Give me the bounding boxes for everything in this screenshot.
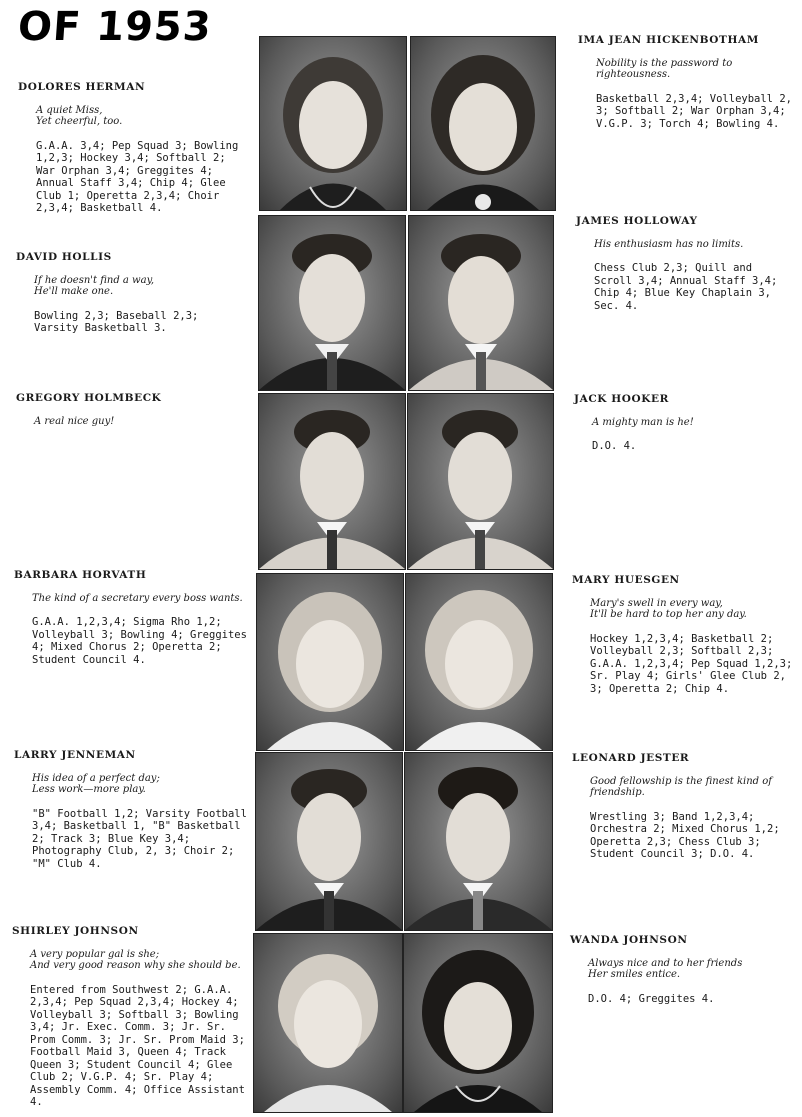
entry-larry-jenneman — [14, 749, 250, 870]
student-quote: A very popular gal is she; And very good reason why she should be. — [30, 948, 241, 971]
student-name: MARY HUESGEN — [572, 574, 680, 586]
student-name: WANDA JOHNSON — [570, 934, 688, 946]
portrait-photo — [408, 215, 554, 391]
student-quote: A quiet Miss, Yet cheerful, too. — [36, 104, 123, 127]
portrait-photo — [258, 393, 406, 570]
student-quote: Nobility is the password to righteousness. — [596, 57, 733, 80]
student-name: LEONARD JESTER — [572, 752, 690, 764]
entry-gregory-holmbeck — [16, 392, 248, 439]
student-activities: "B" Football 1,2; Varsity Football 3,4; Basketball 1, "B" Basketball 2; Track 3; Blue Key 3,4; Photography Club, 2, 3; Choir 2; "M" Club 4. — [32, 807, 247, 870]
portrait-photo — [410, 36, 556, 211]
entry-ima-jean-hickenbotham — [578, 34, 796, 130]
entry-david-hollis — [16, 251, 248, 335]
male-portrait-icon — [409, 216, 553, 390]
entry-barbara-horvath — [14, 569, 250, 666]
female-portrait-icon — [254, 934, 402, 1112]
student-activities: Basketball 2,3,4; Volleyball 2, 3; Softball 2; War Orphan 3,4; V.G.P. 3; Torch 4; Bowling 4. — [596, 92, 792, 130]
student-activities: G.A.A. 1,2,3,4; Sigma Rho 1,2; Volleyball 3; Bowling 4; Greggites 4; Mixed Chorus 2; Operetta 2; Student Council 4. — [32, 616, 247, 666]
entry-mary-huesgen — [572, 574, 794, 695]
student-quote: His idea of a perfect day; Less work—more play. — [32, 772, 160, 795]
male-portrait-icon — [256, 753, 402, 930]
female-portrait-icon — [260, 37, 406, 210]
student-quote: The kind of a secretary every boss wants. — [32, 592, 243, 604]
student-quote: If he doesn't find a way, He'll make one. — [34, 274, 155, 297]
student-quote: His enthusiasm has no limits. — [594, 238, 744, 250]
student-quote: A mighty man is he! — [592, 416, 694, 428]
entry-leonard-jester — [572, 752, 794, 861]
student-quote: A real nice guy! — [34, 415, 115, 427]
student-activities: Chess Club 2,3; Quill and Scroll 3,4; Annual Staff 3,4; Chip 4; Blue Key Chaplain 3, Sec. 4. — [594, 262, 778, 312]
portrait-photo — [259, 36, 407, 211]
student-name: GREGORY HOLMBECK — [16, 392, 162, 404]
portrait-photo — [258, 215, 406, 391]
portrait-photo — [404, 752, 553, 931]
student-activities: G.A.A. 3,4; Pep Squad 3; Bowling 1,2,3; Hockey 3,4; Softball 2; War Orphan 3,4; Greggites 4; Annual Staff 3,4; Chip 4; Glee Club 1; Operetta 2,3,4; Choir 2,3,4; Basketball 4. — [36, 139, 239, 214]
student-activities: D.O. 4. — [592, 440, 637, 452]
student-name: JAMES HOLLOWAY — [576, 215, 698, 227]
portrait-photo — [253, 933, 403, 1113]
student-name: JACK HOOKER — [574, 393, 669, 405]
portrait-photo — [403, 933, 553, 1113]
male-portrait-icon — [259, 216, 405, 390]
student-activities: D.O. 4; Greggites 4. — [588, 992, 715, 1005]
student-activities: Hockey 1,2,3,4; Basketball 2; Volleyball 2,3; Softball 2,3; G.A.A. 1,2,3,4; Pep Squad 1,2,3; Sr. Play 4; Girls' Glee Club 2, 3; Operetta 2; Chip 4. — [590, 632, 793, 695]
student-name: LARRY JENNEMAN — [14, 749, 136, 761]
female-portrait-icon — [411, 37, 555, 210]
entry-jack-hooker — [574, 393, 792, 453]
entry-james-holloway — [576, 215, 794, 312]
portrait-photo — [405, 573, 553, 751]
entry-dolores-herman — [18, 81, 250, 215]
student-activities: Bowling 2,3; Baseball 2,3; Varsity Basketball 3. — [34, 309, 199, 334]
female-portrait-icon — [404, 934, 552, 1112]
male-portrait-icon — [405, 753, 552, 930]
page-header: OF 1953 — [16, 4, 214, 50]
student-quote: Good fellowship is the finest kind of friendship. — [590, 775, 772, 798]
student-name: DOLORES HERMAN — [18, 81, 146, 93]
student-name: DAVID HOLLIS — [16, 251, 112, 263]
entry-wanda-johnson — [570, 934, 792, 1005]
student-name: IMA JEAN HICKENBOTHAM — [578, 34, 759, 46]
student-activities: Entered from Southwest 2; G.A.A. 2,3,4; Pep Squad 2,3,4; Hockey 4; Volleyball 3; Softball 3; Bowling 3,4; Jr. Exec. Comm. 3; Jr. Sr. Prom Comm. 3; Jr. Sr. Prom Maid 3; Football Maid 3, Queen 4; Track Queen 3; Student Council 4; Glee Club 2; V.G.P. 4; Sr. Play 4; Assembly Comm. 4; Office Assistant 4. — [30, 983, 245, 1108]
student-quote: Mary's swell in every way, It'll be hard to top her any day. — [590, 597, 747, 620]
portrait-photo — [255, 752, 403, 931]
female-portrait-icon — [257, 574, 403, 750]
student-name: SHIRLEY JOHNSON — [12, 925, 139, 937]
female-portrait-icon — [406, 574, 552, 750]
student-activities: Wrestling 3; Band 1,2,3,4; Orchestra 2; Mixed Chorus 1,2; Operetta 2,3; Chess Club 3; Student Council 3; D.O. 4. — [590, 810, 780, 860]
entry-shirley-johnson — [12, 925, 250, 1109]
portrait-photo — [256, 573, 404, 751]
student-quote: Always nice and to her friends Her smiles entice. — [588, 957, 743, 980]
male-portrait-icon — [408, 394, 553, 569]
portrait-photo — [407, 393, 554, 570]
male-portrait-icon — [259, 394, 405, 569]
student-name: BARBARA HORVATH — [14, 569, 147, 581]
